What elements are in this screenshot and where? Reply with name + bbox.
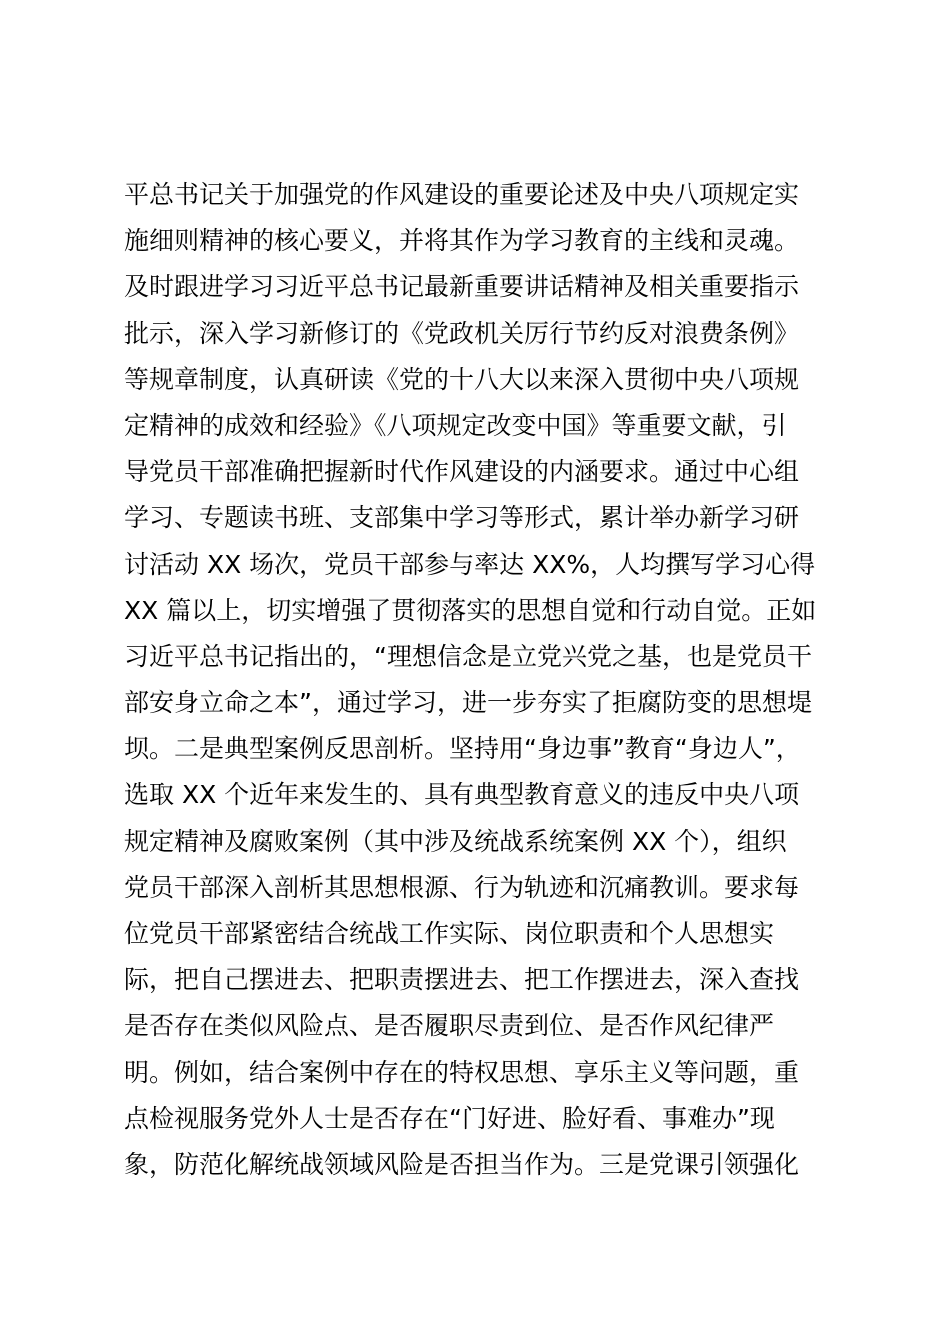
text-line: 施细则精神的核心要义，并将其作为学习教育的主线和灵魂。 (124, 226, 800, 256)
text-line: 及时跟进学习习近平总书记最新重要讲话精神及相关重要指示 (124, 272, 800, 302)
text-line: 际，把自己摆进去、把职责摆进去、把工作摆进去，深入查找 (124, 965, 800, 995)
text-line: 习近平总书记指出的，“理想信念是立党兴党之基，也是党员干 (124, 641, 812, 671)
text-line: XX 篇以上，切实增强了贯彻落实的思想自觉和行动自觉。正如 (124, 595, 817, 625)
text-line: 党员干部深入剖析其思想根源、行为轨迹和沉痛教训。要求每 (124, 872, 800, 902)
text-line: 批示，深入学习新修订的《党政机关厉行节约反对浪费条例》 (124, 318, 800, 348)
text-line: 明。例如，结合案例中存在的特权思想、享乐主义等问题，重 (124, 1057, 800, 1087)
text-line: 选取 XX 个近年来发生的、具有典型教育意义的违反中央八项 (124, 780, 800, 810)
text-line: 象，防范化解统战领域风险是否担当作为。三是党课引领强化 (124, 1149, 800, 1179)
text-line: 部安身立命之本”，通过学习，进一步夯实了拒腐防变的思想堤 (124, 688, 812, 718)
text-line: 是否存在类似风险点、是否履职尽责到位、是否作风纪律严 (124, 1011, 775, 1041)
text-line: 位党员干部紧密结合统战工作实际、岗位职责和个人思想实 (124, 919, 775, 948)
text-line: 学习、专题读书班、支部集中学习等形式，累计举办新学习研 (124, 503, 800, 533)
text-line: 等规章制度，认真研读《党的十八大以来深入贯彻中央八项规 (124, 364, 800, 394)
text-line: 讨活动 XX 场次，党员干部参与率达 XX%，人均撰写学习心得 (124, 549, 816, 579)
body-paragraph (124, 172, 844, 1188)
text-line: 规定精神及腐败案例（其中涉及统战系统案例 XX 个），组织 (124, 826, 787, 856)
text-line: 平总书记关于加强党的作风建设的重要论述及中央八项规定实 (124, 180, 800, 209)
text-line: 点检视服务党外人士是否存在“门好进、脸好看、事难办”现 (124, 1103, 775, 1133)
text-line: 导党员干部准确把握新时代作风建设的内涵要求。通过中心组 (124, 457, 800, 487)
text-line: 定精神的成效和经验》《八项规定改变中国》等重要文献，引 (124, 410, 787, 440)
text-line: 坝。二是典型案例反思剖析。坚持用“身边事”教育“身边人”， (124, 734, 801, 764)
